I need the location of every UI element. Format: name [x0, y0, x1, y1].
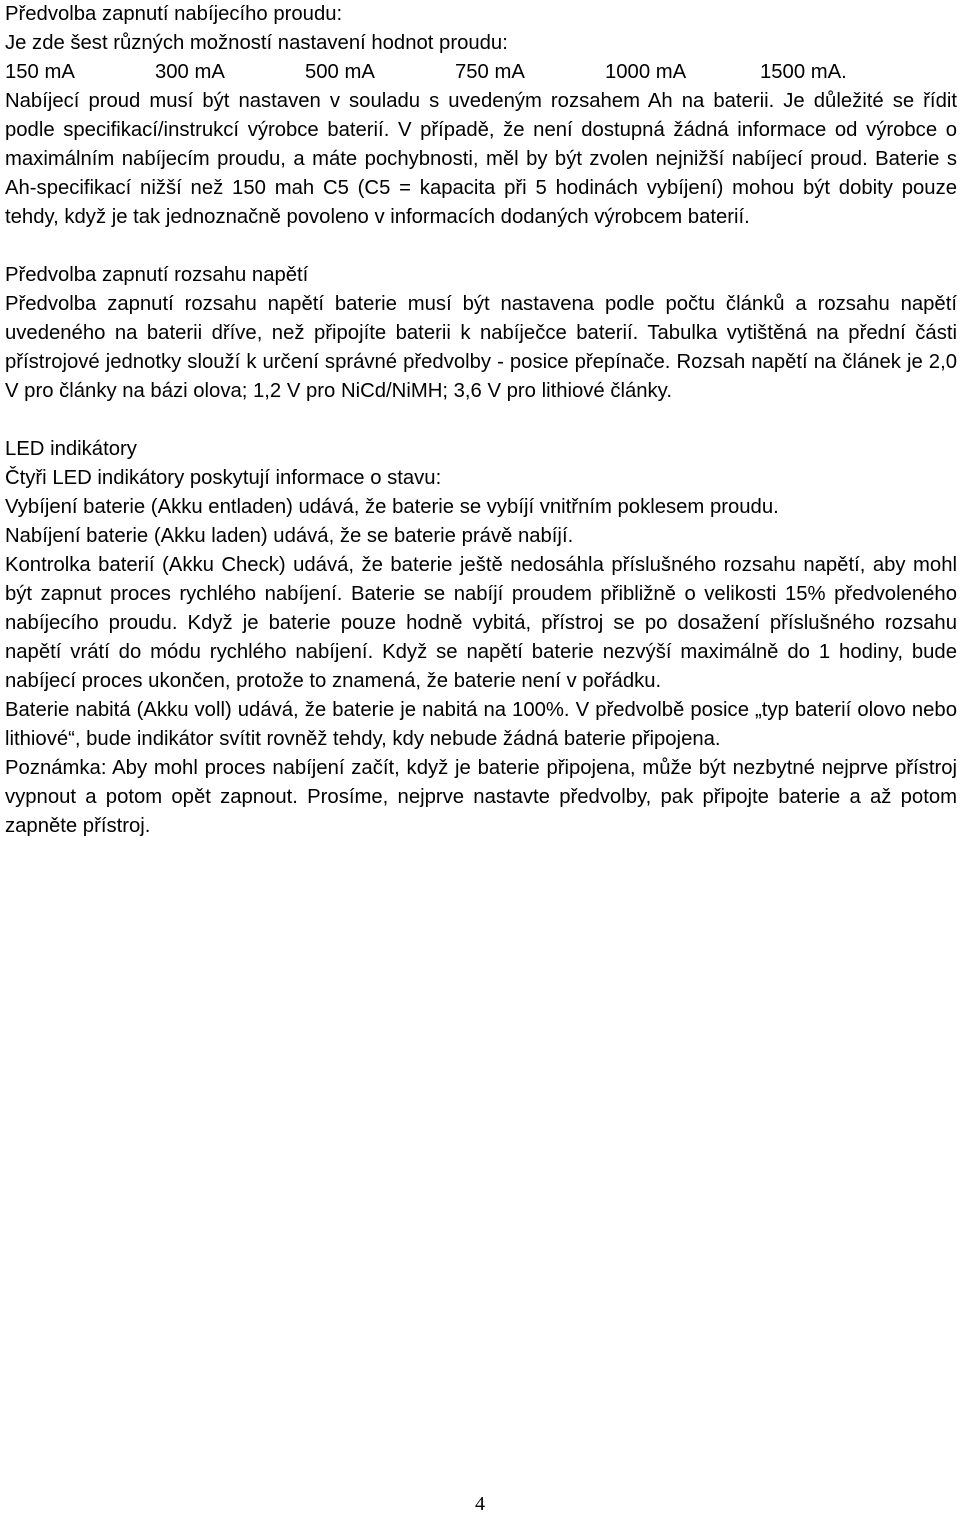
current-option: 500 mA: [305, 61, 375, 83]
charge-current-heading: Předvolba zapnutí nabíjecího proudu:: [5, 3, 343, 25]
voltage-range-body: Předvolba zapnutí rozsahu napětí baterie musí být nastavena podle počtu článků a rozsahu napětí uvedeného na baterii dříve, než připojíte baterii k nabíječce baterií. Tabulka vytištěná na přední části přístrojové jednotky slouží k určení správné předvolby - posice přepínače. Rozsah napětí na článek je 2,0 V pro články na bázi olova; 1,2 V pro NiCd/NiMH; 3,6 V pro lithiové články.: [5, 293, 957, 402]
charge-current-body: Nabíjecí proud musí být nastaven v souladu s uvedeným rozsahem Ah na baterii. Je důležité se řídit podle specifikací/instrukcí výrobce baterií. V případě, že není dostupná žádná informace od výrobce o maximálním nabíjecím proudu, a máte pochybnosti, měl by být zvolen nejnižší nabíjecí proud. Baterie s Ah-specifikací nižší než 150 mah C5 (C5 = kapacita při 5 hodinách vybíjení) mohou být dobity pouze tehdy, když je tak jednoznačně povoleno v informacích dodaných výrobcem baterií.: [5, 90, 957, 228]
led-discharge-paragraph: Vybíjení baterie (Akku entladen) udává, že baterie se vybíjí vnitřním poklesem proudu.: [5, 496, 779, 518]
current-options-list: [5, 58, 957, 87]
section-spacer: [5, 406, 957, 435]
page-number: 4: [475, 1493, 485, 1515]
voltage-range-heading: Předvolba zapnutí rozsahu napětí: [5, 264, 309, 286]
section-spacer: [5, 232, 957, 261]
led-check-paragraph: Kontrolka baterií (Akku Check) udává, že baterie ještě nedosáhla příslušného rozsahu napětí, aby mohl být zapnut proces rychlého nabíjení. Baterie se nabíjí proudem přibližně o velikosti 15% předvoleného nabíjecího proudu. Když je baterie pouze hodně vybitá, přístroj se po dosažení příslušného rozsahu napětí vrátí do módu rychlého nabíjení. Když se napětí baterie nezvýší maximálně do 1 hodiny, bude nabíjecí proces ukončen, protože to znamená, že baterie není v pořádku.: [5, 554, 957, 692]
document-page: [5, 0, 957, 841]
current-option: 300 mA: [155, 61, 225, 83]
note-paragraph: Poznámka: Aby mohl proces nabíjení začít, když je baterie připojena, může být nezbytné nejprve přístroj vypnout a potom opět zapnout. Prosíme, nejprve nastavte předvolby, pak připojte baterie a až potom zapněte přístroj.: [5, 757, 957, 837]
charge-current-intro: Je zde šest různých možností nastavení hodnot proudu:: [5, 32, 508, 54]
current-option: 150 mA: [5, 61, 75, 83]
led-intro: Čtyři LED indikátory poskytují informace o stavu:: [5, 467, 442, 489]
current-option: 1000 mA: [605, 61, 687, 83]
led-charging-paragraph: Nabíjení baterie (Akku laden) udává, že se baterie právě nabíjí.: [5, 525, 574, 547]
led-heading: LED indikátory: [5, 438, 137, 460]
led-full-paragraph: Baterie nabitá (Akku voll) udává, že baterie je nabitá na 100%. V předvolbě posice „typ baterií olovo nebo lithiové“, bude indikátor svítit rovněž tehdy, kdy nebude žádná baterie připojena.: [5, 699, 957, 750]
current-option: 750 mA: [455, 61, 525, 83]
current-option: 1500 mA.: [760, 61, 847, 83]
